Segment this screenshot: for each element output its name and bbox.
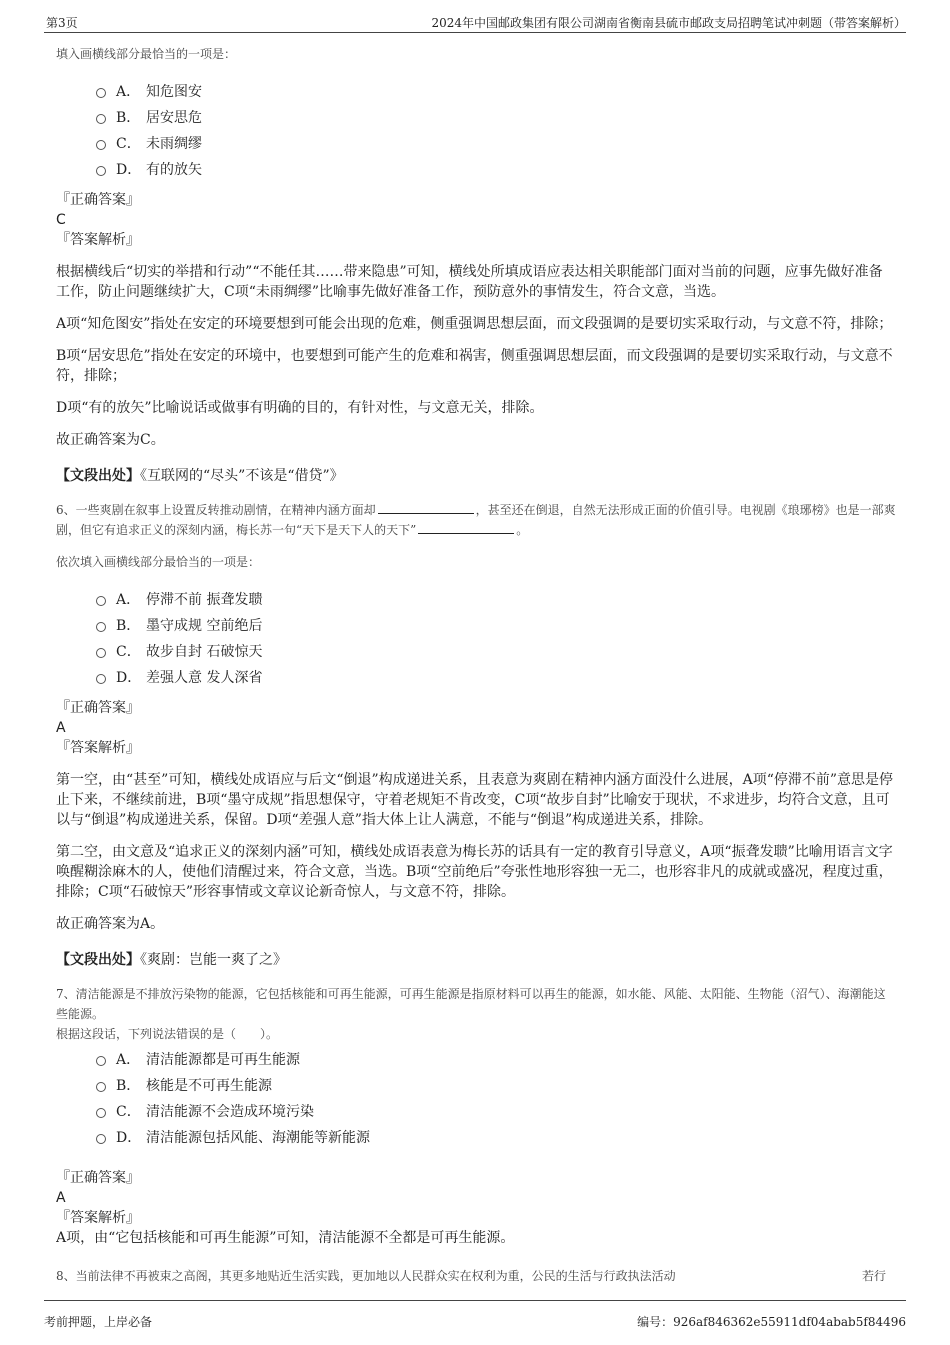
q5-option-a[interactable]: A． 知危图安 bbox=[96, 78, 896, 104]
q8-partial: 8、当前法律不再被束之高阁，其更多地贴近生活实践，更加地以人民群众实在权利为重，公民的生活与行政执法活动 若行 bbox=[56, 1269, 886, 1283]
radio-icon[interactable] bbox=[96, 114, 106, 124]
q5-prompt: 填入画横线部分最恰当的一项是： bbox=[56, 47, 237, 61]
q6-analysis-label: 『答案解析』 bbox=[56, 740, 140, 756]
document-title: 2024年中国邮政集团有限公司湖南省衡南县硫市邮政支局招聘笔试冲刺题（带答案解析） bbox=[431, 16, 906, 30]
radio-icon[interactable] bbox=[96, 1108, 106, 1118]
q5-answer-label: 『正确答案』 bbox=[56, 192, 140, 208]
q6-source bbox=[56, 950, 896, 970]
q7-answer-label: 『正确答案』 bbox=[56, 1170, 140, 1186]
q6-text: 6、一些爽剧在叙事上设置反转推动剧情，在精神内涵方面却 ，甚至还在倒退，自然无法形成正面的价值引导。电视剧《琅琊榜》也是一部爽剧，但它有追求正义的深刻内涵，梅长苏一句“天下是天下人的天下” 。 bbox=[56, 503, 896, 537]
q5-analysis-2: A项“知危图安”指处在安定的环境要想到可能会出现的危难，侧重强调思想层面，而文段强调的是要切实采取行动，与文意不符，排除； bbox=[56, 316, 893, 332]
radio-icon[interactable] bbox=[96, 88, 106, 98]
radio-icon[interactable] bbox=[96, 674, 106, 684]
q5-answer: C bbox=[56, 212, 66, 228]
q6-option-b[interactable]: B． 墨守成规 空前绝后 bbox=[96, 612, 896, 638]
footer-slogan: 考前押题，上岸必备 bbox=[44, 1315, 153, 1329]
q7-analysis-label: 『答案解析』 bbox=[56, 1210, 140, 1226]
q5-analysis-label: 『答案解析』 bbox=[56, 232, 140, 248]
q6-option-a[interactable]: A． 停滞不前 振聋发聩 bbox=[96, 586, 896, 612]
q5-analysis-4: D项“有的放矢”比喻说话或做事有明确的目的，有针对性，与文意无关，排除。 bbox=[56, 400, 544, 416]
source-title: 《爽剧：岂能一爽了之》 bbox=[140, 952, 287, 968]
q7-analysis-1: A项，由“它包括核能和可再生能源”可知，清洁能源不全都是可再生能源。 bbox=[56, 1230, 515, 1246]
fill-blank bbox=[418, 521, 514, 534]
radio-icon[interactable] bbox=[96, 596, 106, 606]
fill-blank bbox=[378, 501, 474, 514]
q7-option-c[interactable]: C． 清洁能源不会造成环境污染 bbox=[96, 1098, 896, 1124]
source-label: 【文段出处】 bbox=[56, 952, 140, 968]
q5-option-b[interactable]: B． 居安思危 bbox=[96, 104, 896, 130]
q6-prompt: 依次填入画横线部分最恰当的一项是： bbox=[56, 555, 261, 569]
radio-icon[interactable] bbox=[96, 622, 106, 632]
q5-analysis-3: B项“居安思危”指处在安定的环境中，也要想到可能产生的危难和祸害，侧重强调思想层面，而文段强调的是要切实采取行动，与文意不符，排除； bbox=[56, 348, 893, 384]
q6-analysis-2: 第二空，由文意及“追求正义的深刻内涵”可知，横线处成语表意为梅长苏的话具有一定的教育引导意义，A项“振聋发聩”比喻用语言文字唤醒糊涂麻木的人，使他们清醒过来，符合文意，当选。B项“空前绝后”夸张性地形容独一无二，也形容非凡的成就或盛况，程度过重，排除；C项“石破惊天”形容事情或文章议论新奇惊人，与文意不符，排除。 bbox=[56, 844, 893, 900]
page-number: 第3页 bbox=[46, 16, 78, 30]
q7-options bbox=[96, 1046, 896, 1150]
radio-icon[interactable] bbox=[96, 1082, 106, 1092]
radio-icon[interactable] bbox=[96, 166, 106, 176]
q5-analysis-5: 故正确答案为C。 bbox=[56, 432, 165, 448]
q7-option-b[interactable]: B． 核能是不可再生能源 bbox=[96, 1072, 896, 1098]
q5-options bbox=[96, 78, 896, 182]
radio-icon[interactable] bbox=[96, 648, 106, 658]
q6-answer: A bbox=[56, 720, 66, 736]
q7-prompt: 根据这段话，下列说法错误的是（ ）。 bbox=[56, 1027, 279, 1041]
q5-source bbox=[56, 466, 896, 486]
q7-option-a[interactable]: A． 清洁能源都是可再生能源 bbox=[96, 1046, 896, 1072]
document-id: 编号：926af846362e55911df04abab5f84496 bbox=[637, 1315, 906, 1329]
q6-options bbox=[96, 586, 896, 690]
q7-option-d[interactable]: D． 清洁能源包括风能、海潮能等新能源 bbox=[96, 1124, 896, 1150]
q7-text: 7、清洁能源是不排放污染物的能源，它包括核能和可再生能源，可再生能源是指原材料可以再生的能源，如水能、风能、太阳能、生物能（沼气）、海潮能这些能源。 bbox=[56, 987, 886, 1021]
source-label: 【文段出处】 bbox=[56, 468, 140, 484]
page-content bbox=[56, 44, 896, 1294]
radio-icon[interactable] bbox=[96, 140, 106, 150]
q6-option-d[interactable]: D． 差强人意 发人深省 bbox=[96, 664, 896, 690]
q5-analysis-1: 根据横线后“切实的举措和行动”“不能任其……带来隐患”可知，横线处所填成语应表达相关职能部门面对当前的问题，应事先做好准备工作，防止问题继续扩大，C项“未雨绸缪”比喻事先做好准备工作，预防意外的事情发生，符合文意，当选。 bbox=[56, 264, 883, 300]
q5-option-d[interactable]: D． 有的放矢 bbox=[96, 156, 896, 182]
q6-answer-label: 『正确答案』 bbox=[56, 700, 140, 716]
source-title: 《互联网的“尽头”不该是“借贷”》 bbox=[140, 468, 344, 484]
page-footer bbox=[44, 1300, 906, 1331]
radio-icon[interactable] bbox=[96, 1134, 106, 1144]
q7-answer: A bbox=[56, 1190, 66, 1206]
q6-analysis-3: 故正确答案为A。 bbox=[56, 916, 165, 932]
q6-analysis-1: 第一空，由“甚至”可知，横线处成语应与后文“倒退”构成递进关系，且表意为爽剧在精神内涵方面没什么进展，A项“停滞不前”意思是停止下来，不继续前进，B项“墨守成规”指思想保守，守着老规矩不肯改变，C项“故步自封”比喻安于现状，不求进步，均符合文意，且可以与“倒退”构成递进关系，保留。D项“差强人意”指大体上让人满意，不能与“倒退”构成递进关系，排除。 bbox=[56, 772, 894, 828]
q5-option-c[interactable]: C． 未雨绸缪 bbox=[96, 130, 896, 156]
q6-option-c[interactable]: C． 故步自封 石破惊天 bbox=[96, 638, 896, 664]
radio-icon[interactable] bbox=[96, 1056, 106, 1066]
page-header bbox=[44, 10, 906, 33]
